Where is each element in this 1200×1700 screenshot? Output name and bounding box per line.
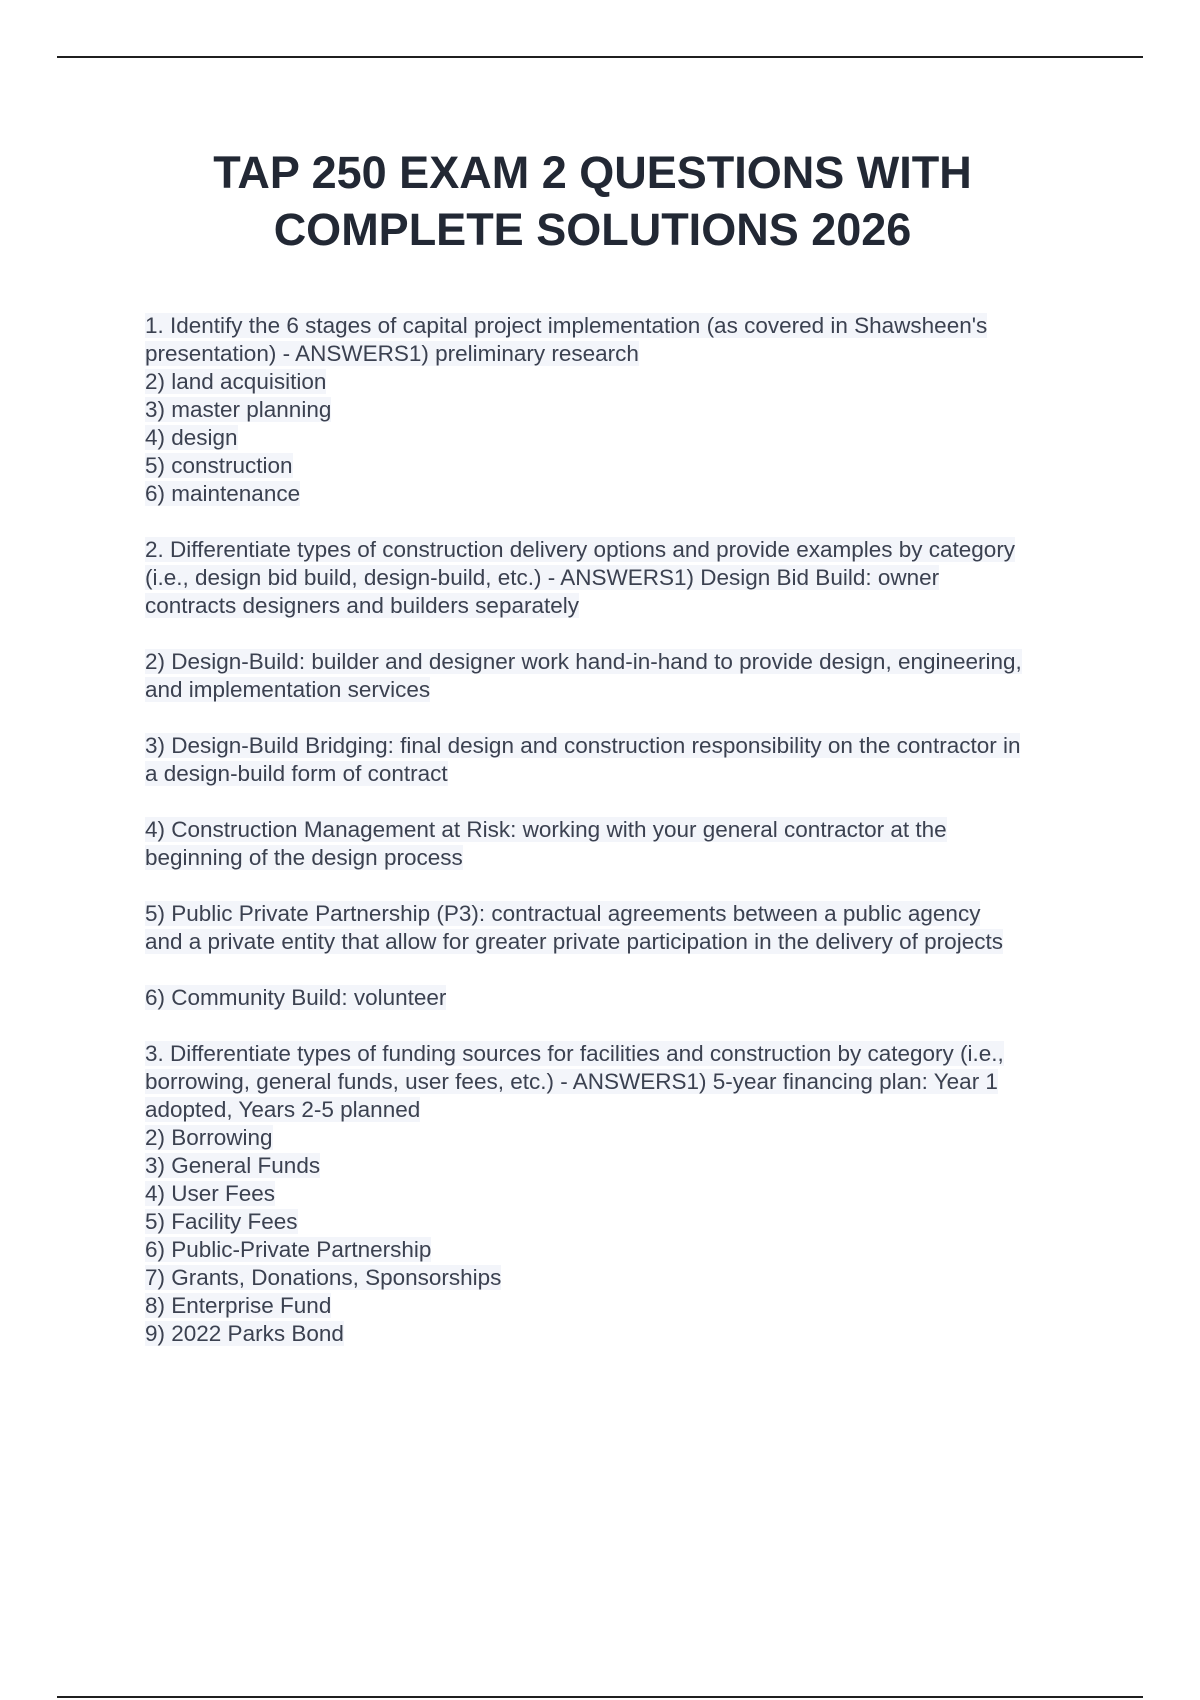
- body-line: 4) design: [145, 425, 238, 450]
- answer-paragraph: [145, 732, 1105, 788]
- body-line: a design-build form of contract: [145, 761, 448, 786]
- body-line: 6) Public-Private Partnership: [145, 1237, 432, 1262]
- body-line: and a private entity that allow for greater private participation in the delivery of projects: [145, 929, 1003, 954]
- bottom-rule: [57, 1696, 1143, 1698]
- body-line: 3) Design-Build Bridging: final design and construction responsibility on the contractor in: [145, 733, 1021, 758]
- body-line: 2. Differentiate types of construction delivery options and provide examples by category: [145, 537, 1016, 562]
- top-rule: [57, 56, 1143, 58]
- body-line: 3. Differentiate types of funding sources for facilities and construction by category (i.e.,: [145, 1041, 1004, 1066]
- body-line: 7) Grants, Donations, Sponsorships: [145, 1265, 502, 1290]
- body-line: 9) 2022 Parks Bond: [145, 1321, 344, 1346]
- document-body: [145, 312, 1105, 1376]
- question-2-block: [145, 536, 1105, 620]
- question-3-block: [145, 1040, 1105, 1348]
- body-line: (i.e., design bid build, design-build, etc.) - ANSWERS1) Design Bid Build: owner: [145, 565, 940, 590]
- answer-paragraph: [145, 984, 1105, 1012]
- answer-paragraph: [145, 648, 1105, 704]
- body-line: 3) master planning: [145, 397, 332, 422]
- body-line: 2) Design-Build: builder and designer work hand-in-hand to provide design, engineering,: [145, 649, 1022, 674]
- body-line: 6) Community Build: volunteer: [145, 985, 447, 1010]
- body-line: borrowing, general funds, user fees, etc.) - ANSWERS1) 5-year financing plan: Year 1: [145, 1069, 998, 1094]
- body-line: 2) land acquisition: [145, 369, 327, 394]
- answer-paragraph: [145, 816, 1105, 872]
- answer-paragraph: [145, 900, 1105, 956]
- body-line: 8) Enterprise Fund: [145, 1293, 332, 1318]
- body-line: contracts designers and builders separately: [145, 593, 579, 618]
- body-line: 6) maintenance: [145, 481, 301, 506]
- body-line: 1. Identify the 6 stages of capital project implementation (as covered in Shawsheen's: [145, 313, 988, 338]
- body-line: 5) construction: [145, 453, 293, 478]
- body-line: 4) Construction Management at Risk: working with your general contractor at the: [145, 817, 947, 842]
- body-line: 5) Facility Fees: [145, 1209, 298, 1234]
- body-line: beginning of the design process: [145, 845, 463, 870]
- document-title: [120, 144, 1065, 258]
- question-1-block: [145, 312, 1105, 508]
- title-line-2: COMPLETE SOLUTIONS 2026: [273, 204, 912, 255]
- body-line: 3) General Funds: [145, 1153, 321, 1178]
- title-line-1: TAP 250 EXAM 2 QUESTIONS WITH: [213, 147, 972, 198]
- body-line: and implementation services: [145, 677, 431, 702]
- body-line: 2) Borrowing: [145, 1125, 273, 1150]
- body-line: adopted, Years 2-5 planned: [145, 1097, 421, 1122]
- body-line: 4) User Fees: [145, 1181, 276, 1206]
- body-line: 5) Public Private Partnership (P3): contractual agreements between a public agency: [145, 901, 981, 926]
- body-line: presentation) - ANSWERS1) preliminary research: [145, 341, 639, 366]
